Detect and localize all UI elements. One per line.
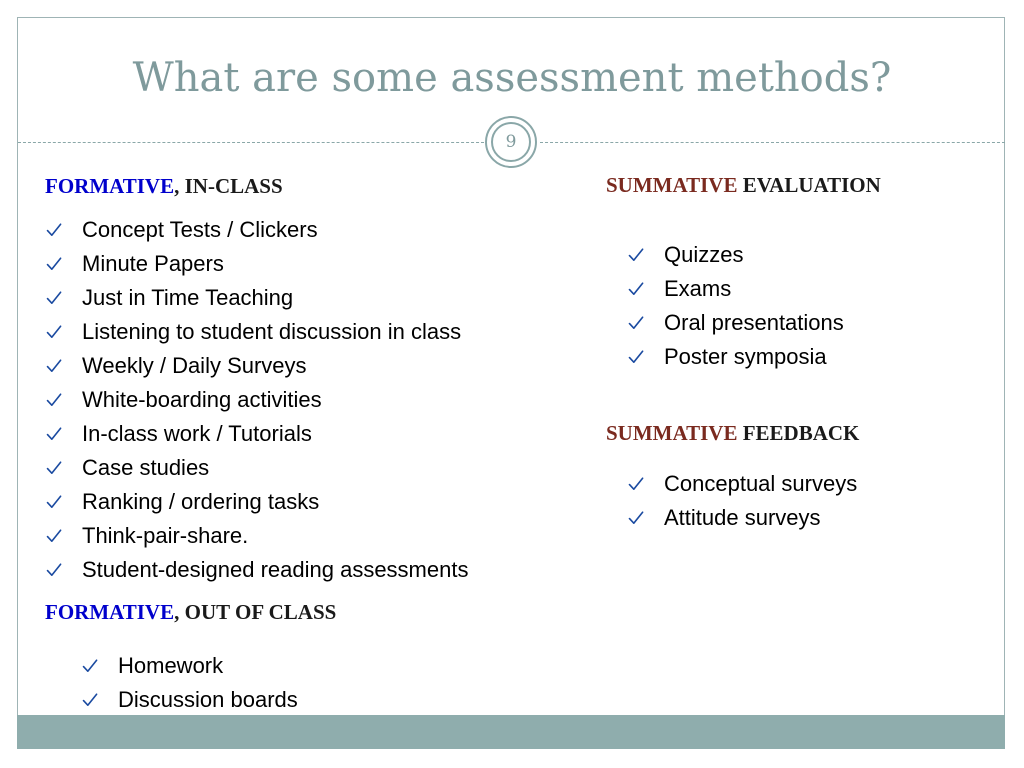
- heading-qualifier: , OUT OF CLASS: [174, 600, 337, 624]
- heading-summative-evaluation: [606, 172, 881, 198]
- list-item-label: In-class work / Tutorials: [82, 421, 312, 446]
- page-number: 9: [491, 122, 531, 162]
- checkmark-icon: [628, 467, 646, 501]
- checkmark-icon: [46, 281, 64, 315]
- list-formative-out-of-class: [81, 649, 298, 717]
- list-item-label: White-boarding activities: [82, 387, 322, 412]
- list-item-label: Minute Papers: [82, 251, 224, 276]
- heading-keyword: SUMMATIVE: [606, 421, 738, 445]
- list-item: [81, 683, 298, 717]
- checkmark-icon: [46, 451, 64, 485]
- list-item: [627, 238, 844, 272]
- list-item: [81, 649, 298, 683]
- title-divider-right: [540, 142, 1005, 143]
- list-item: [45, 519, 468, 553]
- list-item: [45, 315, 468, 349]
- list-item-label: Attitude surveys: [664, 505, 821, 530]
- list-item-label: Weekly / Daily Surveys: [82, 353, 307, 378]
- checkmark-icon: [46, 315, 64, 349]
- heading-qualifier: EVALUATION: [737, 173, 881, 197]
- list-item-label: Just in Time Teaching: [82, 285, 294, 310]
- footer-band: [17, 715, 1005, 749]
- list-item-label: Oral presentations: [664, 310, 844, 335]
- list-item: [627, 306, 844, 340]
- heading-keyword: FORMATIVE: [45, 600, 175, 624]
- list-item: [627, 340, 844, 374]
- heading-qualifier: , IN-CLASS: [174, 174, 283, 198]
- checkmark-icon: [82, 649, 100, 683]
- checkmark-icon: [46, 519, 64, 553]
- list-item: [45, 485, 468, 519]
- list-formative-in-class: [45, 213, 468, 587]
- heading-keyword: SUMMATIVE: [606, 173, 738, 197]
- checkmark-icon: [46, 553, 64, 587]
- checkmark-icon: [46, 383, 64, 417]
- list-item-label: Discussion boards: [118, 687, 298, 712]
- checkmark-icon: [46, 247, 64, 281]
- title-divider-left: [18, 142, 484, 143]
- list-item-label: Exams: [664, 276, 732, 301]
- list-item-label: Ranking / ordering tasks: [82, 489, 320, 514]
- list-item-label: Listening to student discussion in class: [82, 319, 462, 344]
- list-item: [45, 247, 468, 281]
- list-summative-feedback: [627, 467, 857, 535]
- checkmark-icon: [628, 501, 646, 535]
- list-item: [627, 467, 857, 501]
- list-item: [45, 383, 468, 417]
- list-item: [45, 213, 468, 247]
- checkmark-icon: [82, 683, 100, 717]
- checkmark-icon: [628, 340, 646, 374]
- checkmark-icon: [46, 485, 64, 519]
- list-item: [45, 281, 468, 315]
- list-item-label: Homework: [118, 653, 224, 678]
- checkmark-icon: [46, 213, 64, 247]
- heading-keyword: FORMATIVE: [45, 174, 175, 198]
- heading-formative-in-class: [45, 173, 283, 199]
- list-item-label: Student-designed reading assessments: [82, 557, 469, 582]
- list-item: [45, 553, 468, 587]
- checkmark-icon: [628, 238, 646, 272]
- list-item: [45, 349, 468, 383]
- list-item: [45, 451, 468, 485]
- heading-formative-out-of-class: [45, 599, 336, 625]
- checkmark-icon: [46, 417, 64, 451]
- list-summative-evaluation: [627, 238, 844, 374]
- list-item-label: Poster symposia: [664, 344, 827, 369]
- list-item: [627, 501, 857, 535]
- slide-title: What are some assessment methods?: [132, 55, 892, 101]
- list-item: [45, 417, 468, 451]
- checkmark-icon: [46, 349, 64, 383]
- list-item-label: Quizzes: [664, 242, 744, 267]
- page-number-badge: [485, 116, 537, 168]
- checkmark-icon: [628, 306, 646, 340]
- list-item-label: Concept Tests / Clickers: [82, 217, 318, 242]
- list-item-label: Conceptual surveys: [664, 471, 858, 496]
- heading-qualifier: FEEDBACK: [737, 421, 860, 445]
- list-item-label: Case studies: [82, 455, 210, 480]
- list-item: [627, 272, 844, 306]
- heading-summative-feedback: [606, 420, 859, 446]
- checkmark-icon: [628, 272, 646, 306]
- list-item-label: Think-pair-share.: [82, 523, 249, 548]
